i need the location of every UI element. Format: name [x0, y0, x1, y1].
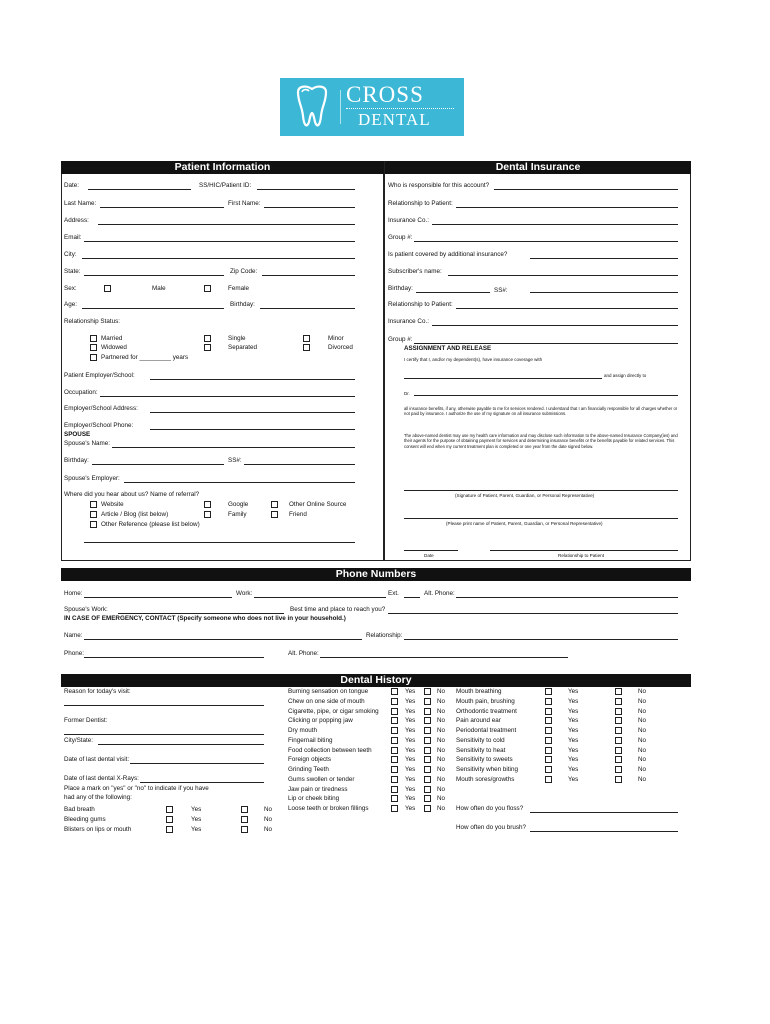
- spouse-work-label: Spouse's Work:: [64, 606, 108, 613]
- employer-address-field[interactable]: [150, 412, 355, 413]
- yes-checkbox[interactable]: [545, 766, 552, 773]
- yes-checkbox[interactable]: [545, 698, 552, 705]
- no-checkbox[interactable]: [241, 816, 248, 823]
- no-label: No: [437, 727, 446, 734]
- yes-checkbox[interactable]: [545, 727, 552, 734]
- yes-checkbox[interactable]: [391, 717, 398, 724]
- article-checkbox[interactable]: [90, 511, 97, 518]
- no-checkbox[interactable]: [424, 756, 431, 763]
- ins-relationship-label: Relationship to Patient:: [388, 200, 453, 207]
- female-checkbox[interactable]: [204, 285, 211, 292]
- reason-label: Reason for today's visit:: [64, 688, 131, 695]
- other-online-checkbox[interactable]: [271, 501, 278, 508]
- referral-label: Where did you hear about us? Name of referral?: [64, 491, 200, 498]
- yes-label: Yes: [568, 766, 579, 773]
- spouse-ss-label: SS#:: [228, 457, 242, 464]
- ext-field[interactable]: [404, 597, 420, 598]
- friend-label: Friend: [289, 511, 307, 518]
- phone-numbers-header: Phone Numbers: [61, 568, 691, 581]
- no-checkbox[interactable]: [424, 786, 431, 793]
- relationship-status-label: Relationship Status:: [64, 318, 121, 325]
- history-item-label: Jaw pain or tiredness: [288, 785, 348, 793]
- logo-text-top: CROSS: [346, 82, 424, 107]
- ins-company-label: Insurance Co.:: [388, 217, 429, 224]
- yes-checkbox[interactable]: [391, 688, 398, 695]
- google-checkbox[interactable]: [204, 501, 211, 508]
- history-item-label: Gums swollen or tender: [288, 775, 355, 783]
- yes-checkbox[interactable]: [545, 717, 552, 724]
- zip-label: Zip Code:: [230, 268, 258, 275]
- separated-label: Separated: [228, 344, 258, 351]
- ins-company2-label: Insurance Co.:: [388, 318, 429, 325]
- divorced-label: Divorced: [328, 344, 353, 351]
- history-item-label: Orthodontic treatment: [456, 707, 517, 715]
- yes-checkbox[interactable]: [391, 786, 398, 793]
- signature-caption: (Signature of Patient, Parent, Guardian, or Personal Representative): [455, 493, 595, 498]
- ins-relationship-field[interactable]: [456, 207, 678, 208]
- family-label: Family: [228, 511, 247, 518]
- yes-checkbox[interactable]: [391, 737, 398, 744]
- last-visit-label: Date of last dental visit:: [64, 756, 130, 763]
- no-checkbox[interactable]: [424, 698, 431, 705]
- work-phone-label: Work:: [236, 590, 253, 597]
- last-xray-label: Date of last dental X-Rays:: [64, 775, 139, 782]
- no-label: No: [264, 806, 273, 813]
- ss-field[interactable]: [257, 189, 355, 190]
- no-checkbox[interactable]: [424, 766, 431, 773]
- yes-checkbox[interactable]: [545, 737, 552, 744]
- yes-checkbox[interactable]: [391, 747, 398, 754]
- no-label: No: [437, 805, 446, 812]
- no-label: No: [437, 766, 446, 773]
- last-name-field[interactable]: [100, 207, 224, 208]
- yes-checkbox[interactable]: [391, 708, 398, 715]
- signature-field[interactable]: [404, 490, 678, 491]
- married-label: Married: [101, 335, 123, 342]
- employer-label: Patient Employer/School:: [64, 372, 135, 379]
- no-checkbox[interactable]: [424, 737, 431, 744]
- yes-label: Yes: [568, 707, 579, 715]
- floss-field[interactable]: [530, 812, 678, 813]
- last-xray-field[interactable]: [140, 782, 264, 783]
- yes-label: Yes: [568, 746, 579, 754]
- sex-label: Sex:: [64, 285, 77, 292]
- assignment-title: ASSIGNMENT AND RELEASE: [404, 345, 492, 352]
- emergency-name-field[interactable]: [84, 639, 362, 640]
- no-checkbox[interactable]: [424, 805, 431, 812]
- first-name-field[interactable]: [264, 207, 355, 208]
- ins-birthday-field[interactable]: [416, 292, 490, 293]
- yes-label: Yes: [405, 766, 416, 773]
- former-dentist-field[interactable]: [64, 734, 264, 735]
- female-label: Female: [228, 285, 249, 292]
- no-label: No: [638, 756, 647, 764]
- history-item-label: Mouth breathing: [456, 688, 502, 695]
- employer-phone-label: Employer/School Phone:: [64, 422, 134, 429]
- widowed-checkbox[interactable]: [90, 344, 97, 351]
- no-label: No: [437, 688, 446, 695]
- best-time-label: Best time and place to reach you?: [290, 606, 386, 613]
- no-checkbox[interactable]: [615, 698, 622, 705]
- dr-text: Dr.: [404, 391, 410, 396]
- yes-checkbox[interactable]: [166, 826, 173, 833]
- last-visit-field[interactable]: [130, 763, 264, 764]
- yes-label: Yes: [405, 756, 416, 764]
- history-item-label: Sensitivity when biting: [456, 766, 518, 773]
- sign-date-field[interactable]: [404, 550, 458, 551]
- yes-label: Yes: [405, 746, 416, 754]
- yes-checkbox[interactable]: [391, 805, 398, 812]
- history-item-label: Dry mouth: [288, 727, 318, 734]
- release-text: The above-named dentist may use my health care information and may disclose such information to the above-named Insurance Company(ies) and their agents for the purpose of obtaining payment for services and determining insurance benefits or the benefits payable for related services. This consent will end when my current treatment plan is completed or one year from the date signed below.: [404, 433, 678, 449]
- yes-checkbox[interactable]: [391, 727, 398, 734]
- partnered-label: Partnered for _________ years: [101, 354, 189, 361]
- history-item-label: Sensitivity to heat: [456, 746, 506, 754]
- emergency-phone-label: Phone:: [64, 650, 84, 657]
- no-label: No: [638, 746, 647, 754]
- no-checkbox[interactable]: [615, 776, 622, 783]
- minor-label: Minor: [328, 335, 344, 342]
- no-label: No: [264, 825, 273, 833]
- yes-checkbox[interactable]: [391, 698, 398, 705]
- history-item-label: Mouth pain, brushing: [456, 697, 515, 705]
- home-phone-label: Home:: [64, 590, 83, 597]
- reason-field[interactable]: [64, 705, 264, 706]
- yes-checkbox[interactable]: [545, 756, 552, 763]
- yes-label: Yes: [405, 688, 416, 695]
- minor-checkbox[interactable]: [303, 335, 310, 342]
- first-name-label: First Name:: [228, 200, 261, 207]
- no-checkbox[interactable]: [615, 717, 622, 724]
- yes-label: Yes: [191, 806, 202, 813]
- age-field[interactable]: [82, 308, 224, 309]
- no-checkbox[interactable]: [424, 717, 431, 724]
- assign-directly-text: and assign directly to: [604, 373, 647, 378]
- spouse-birthday-field[interactable]: [92, 464, 224, 465]
- no-checkbox[interactable]: [615, 727, 622, 734]
- email-field[interactable]: [84, 241, 355, 242]
- additional-insurance-label: Is patient covered by additional insurance?: [388, 251, 508, 258]
- email-label: Email:: [64, 234, 82, 241]
- yes-label: Yes: [405, 697, 416, 705]
- brush-label: How often do you brush?: [456, 824, 527, 831]
- employer-address-label: Employer/School Address:: [64, 405, 138, 412]
- ss-label: SS/HIC/Patient ID:: [199, 182, 252, 189]
- responsible-field[interactable]: [494, 189, 678, 190]
- no-checkbox[interactable]: [615, 737, 622, 744]
- ins-group-label: Group #:: [388, 234, 413, 241]
- article-label: Article / Blog (list below): [101, 511, 169, 518]
- no-label: No: [437, 697, 446, 705]
- employer-phone-field[interactable]: [150, 429, 355, 430]
- yes-label: Yes: [405, 707, 416, 715]
- yes-label: Yes: [568, 775, 579, 783]
- spouse-work-field[interactable]: [118, 613, 284, 614]
- no-checkbox[interactable]: [241, 806, 248, 813]
- no-checkbox[interactable]: [424, 795, 431, 802]
- certify-text: I certify that I, and/or my dependent(s), have insurance coverage with: [404, 357, 543, 362]
- other-reference-checkbox[interactable]: [90, 521, 97, 528]
- address-field[interactable]: [98, 224, 355, 225]
- ins-group-field[interactable]: [414, 241, 678, 242]
- history-item-label: Chew on one side of mouth: [288, 697, 365, 705]
- history-item-label: Burning sensation on tongue: [288, 688, 369, 695]
- divorced-checkbox[interactable]: [303, 344, 310, 351]
- yes-checkbox[interactable]: [545, 776, 552, 783]
- subscriber-field[interactable]: [448, 275, 678, 276]
- referral-list-field[interactable]: [84, 542, 355, 543]
- benefits-text: all insurance benefits, if any, otherwise payable to me for services rendered. I understand that I am financially responsible for all charges whether or not paid by insurance. I authorize the use of my signature on all insurance submissions.: [404, 406, 678, 417]
- address-label: Address:: [64, 217, 89, 224]
- ins-group2-field[interactable]: [414, 343, 678, 344]
- patient-info-header: Patient Information: [61, 161, 384, 174]
- male-checkbox[interactable]: [104, 285, 111, 292]
- yes-checkbox[interactable]: [391, 795, 398, 802]
- floss-label: How often do you floss?: [456, 805, 524, 812]
- no-checkbox[interactable]: [615, 747, 622, 754]
- former-dentist-label: Former Dentist:: [64, 717, 108, 724]
- ins-birthday-label: Birthday:: [388, 285, 413, 292]
- yes-label: Yes: [568, 756, 579, 764]
- yes-label: Yes: [191, 825, 202, 833]
- no-checkbox[interactable]: [424, 747, 431, 754]
- yes-label: Yes: [405, 736, 416, 744]
- yes-checkbox[interactable]: [391, 756, 398, 763]
- yes-label: Yes: [568, 717, 579, 725]
- widowed-label: Widowed: [101, 344, 127, 351]
- yes-label: Yes: [405, 795, 416, 803]
- last-name-label: Last Name:: [64, 200, 97, 207]
- no-label: No: [638, 736, 647, 744]
- yes-checkbox[interactable]: [545, 708, 552, 715]
- ins-relationship2-label: Relationship to Patient:: [388, 301, 453, 308]
- dental-history-header: Dental History: [61, 674, 691, 687]
- responsible-label: Who is responsible for this account?: [388, 182, 490, 189]
- ins-company-field[interactable]: [432, 224, 678, 225]
- employer-field[interactable]: [150, 379, 355, 380]
- male-label: Male: [152, 285, 166, 292]
- single-label: Single: [228, 335, 246, 342]
- history-item-label: Mouth sores/growths: [456, 775, 515, 783]
- no-checkbox[interactable]: [424, 727, 431, 734]
- no-label: No: [638, 775, 647, 783]
- history-item-label: Lip or cheek biting: [288, 795, 340, 803]
- spouse-name-label: Spouse's Name:: [64, 440, 111, 447]
- city-label: City:: [64, 251, 77, 258]
- other-reference-label: Other Reference (please list below): [101, 521, 200, 528]
- yes-label: Yes: [568, 697, 579, 705]
- history-item-label: Bleeding gums: [64, 815, 106, 823]
- emergency-alt-field[interactable]: [320, 657, 568, 658]
- other-online-label: Other Online Source: [289, 501, 347, 508]
- family-checkbox[interactable]: [204, 511, 211, 518]
- website-label: Website: [101, 501, 124, 508]
- ext-label: Ext.: [388, 590, 399, 597]
- yes-checkbox[interactable]: [545, 688, 552, 695]
- birthday-label: Birthday:: [230, 301, 255, 308]
- no-checkbox[interactable]: [615, 708, 622, 715]
- no-label: No: [437, 736, 446, 744]
- yes-checkbox[interactable]: [166, 816, 173, 823]
- sign-relationship-caption: Relationship to Patient: [558, 553, 604, 558]
- additional-insurance-field[interactable]: [530, 258, 678, 259]
- work-phone-field[interactable]: [254, 597, 386, 598]
- no-label: No: [638, 697, 647, 705]
- history-item-label: Blisters on lips or mouth: [64, 825, 132, 833]
- yes-label: Yes: [405, 717, 416, 725]
- yes-label: Yes: [568, 727, 579, 734]
- ins-ss-field[interactable]: [530, 292, 678, 293]
- zip-field[interactable]: [262, 275, 355, 276]
- dental-insurance-header: Dental Insurance: [385, 161, 691, 174]
- spouse-employer-label: Spouse's Employer:: [64, 475, 120, 482]
- state-label: State:: [64, 268, 81, 275]
- print-name-field[interactable]: [404, 518, 678, 519]
- no-label: No: [437, 717, 446, 725]
- history-item-label: Foreign objects: [288, 756, 332, 764]
- spouse-heading: SPOUSE: [64, 431, 91, 438]
- spouse-name-field[interactable]: [112, 447, 355, 448]
- history-item-label: Sensitivity to cold: [456, 736, 505, 744]
- brush-field[interactable]: [530, 831, 678, 832]
- history-item-label: Periodontal treatment: [456, 727, 517, 734]
- no-checkbox[interactable]: [615, 766, 622, 773]
- yes-label: Yes: [568, 688, 579, 695]
- website-checkbox[interactable]: [90, 501, 97, 508]
- no-checkbox[interactable]: [241, 826, 248, 833]
- sign-relationship-field[interactable]: [490, 550, 678, 551]
- spouse-employer-field[interactable]: [124, 482, 355, 483]
- ins-relationship2-field[interactable]: [456, 308, 678, 309]
- no-checkbox[interactable]: [615, 688, 622, 695]
- emergency-relationship-field[interactable]: [404, 639, 678, 640]
- yes-checkbox[interactable]: [391, 766, 398, 773]
- history-item-label: Food collection between teeth: [288, 746, 372, 754]
- occupation-label: Occupation:: [64, 389, 98, 396]
- emergency-alt-label: Alt. Phone:: [288, 650, 319, 657]
- logo: [280, 78, 464, 136]
- subscriber-label: Subscriber's name:: [388, 268, 442, 275]
- no-label: No: [437, 795, 446, 803]
- partnered-checkbox[interactable]: [90, 354, 97, 361]
- dr-field[interactable]: [414, 395, 678, 396]
- google-label: Google: [228, 501, 249, 508]
- tooth-icon: [292, 84, 332, 130]
- yes-label: Yes: [405, 805, 416, 812]
- no-label: No: [437, 746, 446, 754]
- history-item-label: Cigarette, pipe, or cigar smoking: [288, 707, 379, 715]
- history-item-label: Pain around ear: [456, 717, 501, 725]
- no-label: No: [437, 707, 446, 715]
- no-label: No: [638, 766, 647, 773]
- date-field[interactable]: [88, 189, 191, 190]
- birthday-field[interactable]: [260, 308, 355, 309]
- yes-checkbox[interactable]: [545, 747, 552, 754]
- yes-label: Yes: [405, 785, 416, 793]
- no-label: No: [638, 727, 647, 734]
- sign-date-caption: Date: [424, 553, 434, 558]
- city-state-field[interactable]: [98, 744, 264, 745]
- state-field[interactable]: [84, 275, 224, 276]
- single-checkbox[interactable]: [204, 335, 211, 342]
- emergency-name-label: Name:: [64, 632, 83, 639]
- emergency-relationship-label: Relationship:: [366, 632, 403, 639]
- no-checkbox[interactable]: [424, 708, 431, 715]
- ins-group2-label: Group #:: [388, 336, 413, 343]
- ins-company2-field[interactable]: [432, 325, 678, 326]
- history-item-label: Clicking or popping jaw: [288, 717, 353, 725]
- history-item-label: Grinding Teeth: [288, 766, 329, 773]
- best-time-field[interactable]: [388, 613, 678, 614]
- mark-instructions: Place a mark on "yes" or "no" to indicate if you have had any of the following:: [64, 785, 209, 801]
- yes-label: Yes: [405, 727, 416, 734]
- alt-phone-label: Alt. Phone:: [424, 590, 455, 597]
- yes-label: Yes: [568, 736, 579, 744]
- ins-ss-label: SS#:: [494, 287, 508, 294]
- emergency-heading: IN CASE OF EMERGENCY, CONTACT (Specify someone who does not live in your household.): [64, 615, 346, 622]
- emergency-phone-field[interactable]: [84, 657, 264, 658]
- married-checkbox[interactable]: [90, 335, 97, 342]
- no-checkbox[interactable]: [424, 688, 431, 695]
- no-label: No: [437, 756, 446, 764]
- no-label: No: [638, 707, 647, 715]
- print-name-caption: (Please print name of Patient, Parent, Guardian, or Personal Representative): [446, 521, 603, 526]
- no-label: No: [638, 688, 647, 695]
- age-label: Age:: [64, 301, 77, 308]
- alt-phone-field[interactable]: [456, 597, 678, 598]
- history-item-label: Fingernail biting: [288, 736, 333, 744]
- no-checkbox[interactable]: [615, 756, 622, 763]
- separated-checkbox[interactable]: [204, 344, 211, 351]
- history-item-label: Bad breath: [64, 806, 95, 813]
- spouse-birthday-label: Birthday:: [64, 457, 89, 464]
- yes-label: Yes: [405, 775, 416, 783]
- spouse-ss-field[interactable]: [244, 464, 355, 465]
- city-field[interactable]: [82, 258, 355, 259]
- date-label: Date:: [64, 182, 80, 189]
- yes-checkbox[interactable]: [391, 776, 398, 783]
- occupation-field[interactable]: [100, 396, 355, 397]
- history-item-label: Sensitivity to sweets: [456, 756, 513, 764]
- history-item-label: Loose teeth or broken fillings: [288, 805, 369, 812]
- city-state-label: City/State:: [64, 737, 94, 744]
- no-label: No: [638, 717, 647, 725]
- home-phone-field[interactable]: [84, 597, 232, 598]
- logo-text-bottom: DENTAL: [358, 110, 431, 129]
- no-label: No: [437, 785, 446, 793]
- no-label: No: [264, 815, 273, 823]
- insurance-with-field[interactable]: [404, 378, 602, 379]
- yes-label: Yes: [191, 815, 202, 823]
- no-label: No: [437, 775, 446, 783]
- no-checkbox[interactable]: [424, 776, 431, 783]
- friend-checkbox[interactable]: [271, 511, 278, 518]
- yes-checkbox[interactable]: [166, 806, 173, 813]
